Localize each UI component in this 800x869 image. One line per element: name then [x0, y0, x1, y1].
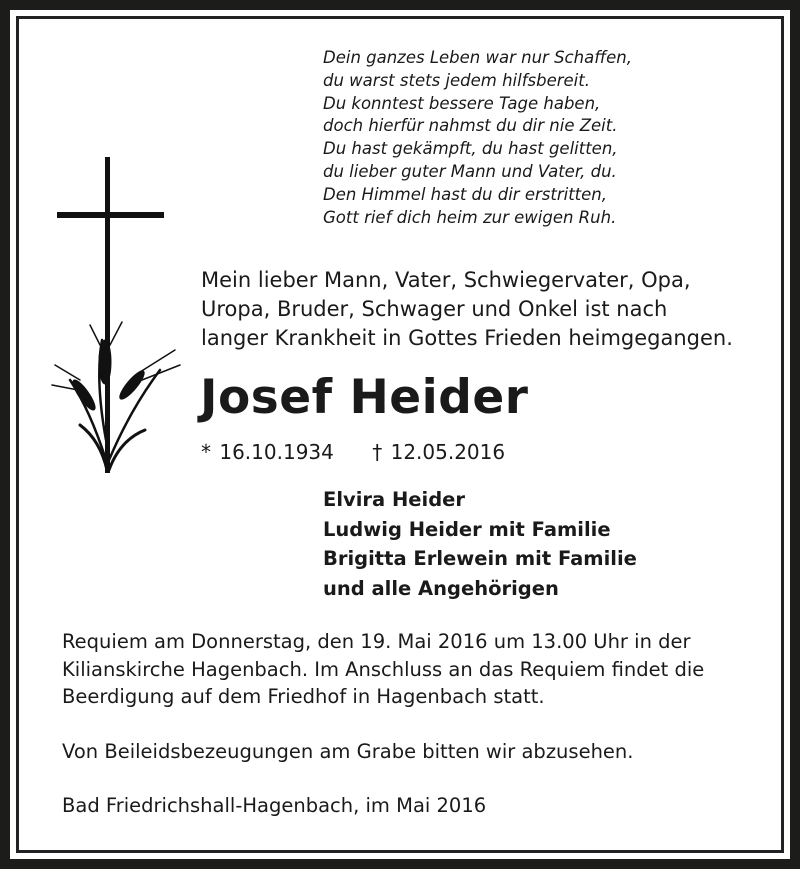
condolence-request: Von Beileidsbezeugungen am Grabe bitten wir abzusehen.	[62, 739, 634, 763]
mourner: Ludwig Heider mit Familie	[323, 517, 611, 541]
mourner: Elvira Heider	[323, 488, 465, 511]
service-line: Requiem am Donnerstag, den 19. Mai 2016 um 13.00 Uhr in der	[62, 630, 691, 653]
announcement-line: Mein lieber Mann, Vater, Schwiegervater, Opa,	[201, 268, 691, 292]
mourner: und alle Angehörigen	[323, 576, 559, 600]
mourner: Brigitta Erlewein mit Familie	[323, 547, 637, 570]
poem-line: Den Himmel hast du dir erstritten,	[323, 184, 607, 204]
service-line: Kilianskirche Hagenbach. Im Anschluss an das Requiem findet die	[62, 657, 705, 681]
announcement-text	[201, 266, 733, 353]
birth-date: * 16.10.1934	[201, 440, 334, 464]
poem-line: Gott rief dich heim zur ewigen Ruh.	[323, 207, 617, 227]
life-dates	[201, 440, 535, 464]
mourners-list	[323, 485, 637, 603]
announcement-line: langer Krankheit in Gottes Frieden heimgegangen.	[201, 326, 733, 350]
cross-with-wheat-icon	[40, 140, 200, 480]
deceased-name: Josef Heider	[200, 370, 529, 425]
service-info	[62, 628, 704, 820]
poem	[323, 47, 632, 229]
death-date: † 12.05.2016	[372, 440, 506, 464]
poem-line: Du konntest bessere Tage haben,	[323, 93, 601, 113]
poem-line: doch hierfür nahmst du dir nie Zeit.	[323, 116, 618, 136]
announcement-line: Uropa, Bruder, Schwager und Onkel ist nach	[201, 297, 668, 321]
poem-line: Du hast gekämpft, du hast gelitten,	[323, 139, 618, 159]
service-line: Beerdigung auf dem Friedhof in Hagenbach statt.	[62, 685, 545, 708]
poem-line: du lieber guter Mann und Vater, du.	[323, 161, 617, 181]
poem-line: du warst stets jedem hilfsbereit.	[323, 70, 590, 90]
poem-line: Dein ganzes Leben war nur Schaffen,	[323, 48, 632, 67]
place-date: Bad Friedrichshall-Hagenbach, im Mai 2016	[62, 794, 487, 817]
